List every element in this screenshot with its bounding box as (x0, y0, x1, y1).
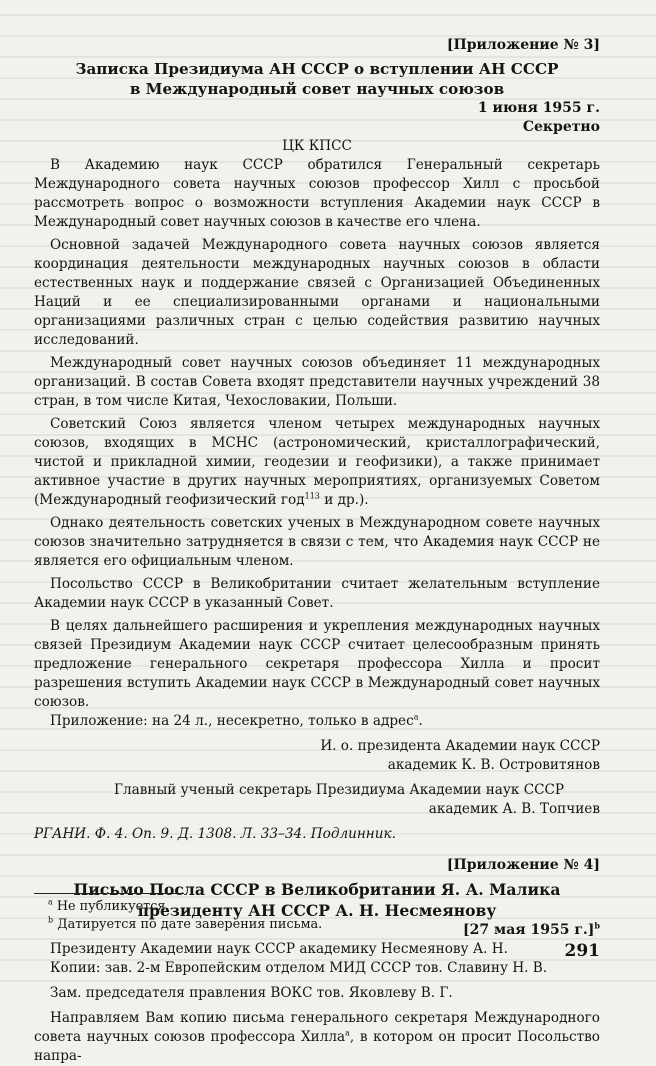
doc1-paragraph-2: Основной задачей Международного совета научных союзов является координация деятельности международных научных союзов в области естественных наук и поддержание связей с Организацией Объединенных Наций и ее специализированными органами и национальными организациями различных стран с целью содействия развитию научных исследований. (34, 237, 600, 348)
archive-source: РГАНИ. Ф. 4. Оп. 9. Д. 1308. Л. 33–34. Подлинник. (34, 826, 396, 842)
doc2-copies: Копии: зав. 2-м Европейским отделом МИД СССР тов. Славину Н. В. (50, 960, 548, 976)
signature-block-2 (34, 781, 600, 819)
doc1-title-line1: Записка Президиума АН СССР о вступлении АН СССР (75, 60, 559, 78)
doc1-paragraph-7: В целях дальнейшего расширения и укрепления международных научных связей Президиум Академии наук СССР считает целесообразным принять предложение генерального секретаря профессора Хилла и просит разрешения вступить Академии наук СССР в Международный совет научных союзов. (34, 618, 600, 710)
appendix-4-label: [Приложение № 4] (446, 857, 600, 873)
signer-2-name: академик А. В. Топчиев (428, 801, 600, 817)
page-number: 291 (564, 941, 600, 961)
signature-block-1 (34, 737, 600, 775)
signer-1-role: И. о. президента Академии наук СССР (320, 738, 600, 754)
doc1-addressee: ЦК КПСС (282, 138, 352, 154)
footnote-ref-a-2: a (345, 1028, 350, 1038)
doc1-paragraph-5: Однако деятельность советских ученых в Международном совете научных союзов значительно затрудняется в связи с тем, что Академия наук СССР не является его официальным членом. (34, 515, 600, 569)
footnote-ref-b: b (594, 920, 600, 931)
doc2-title-line2: президенту АН СССР А. Н. Несмеянову (137, 901, 497, 920)
doc1-paragraph-6: Посольство СССР в Великобритании считает желательным вступление Академии наук СССР в указанный Совет. (34, 576, 600, 611)
doc1-attachment-note: Приложение: на 24 л., несекретно, только в адрес$^a$. (50, 712, 423, 729)
footnote-ref-a: a (413, 712, 419, 722)
doc2-paragraph-1: Направляем Вам копию письма генерального секретаря Международного совета научных союзов профессора Хилла$^a$, в котором он просит Посольство напра- (34, 1010, 600, 1064)
doc1-classification: Секретно (522, 119, 600, 135)
doc2-addressee: Президенту Академии наук СССР академику Несмеянову А. Н. (50, 941, 508, 957)
footnote-divider (34, 893, 184, 894)
doc2-copies-2: Зам. председателя правления ВОКС тов. Яковлеву В. Г. (50, 985, 453, 1001)
doc1-date: 1 июня 1955 г. (477, 100, 600, 116)
doc1-paragraph-1: В Академию наук СССР обратился Генеральный секретарь Международного совета научных союзов профессор Хилл с просьбой рассмотреть вопрос о возможности вступления Академии наук СССР в Международный совет научных союзов в качестве его члена. (34, 157, 600, 230)
signer-2-role: Главный ученый секретарь Президиума Академии наук СССР (114, 782, 565, 798)
footnote-b: $^b$ Датируется по дате заверения письма. (48, 915, 323, 932)
doc2-date: [27 мая 1955 г.]$^b$ (463, 920, 600, 938)
footnotes (48, 898, 322, 934)
appendix-3-label: [Приложение № 3] (446, 37, 600, 53)
footnote-a: $^a$ Не публикуется. (48, 897, 170, 914)
signer-1-name: академик К. В. Островитянов (387, 757, 600, 773)
doc2-title-line1: Письмо Посла СССР в Великобритании Я. А. Малика (73, 880, 561, 899)
doc1-title-line2: в Международный совет научных союзов (129, 80, 505, 98)
doc1-paragraph-4: Советский Союз является членом четырех международных научных союзов, входящих в МСНС (астрономический, кристаллографический, чистой и прикладной химии, геодезии и геофизики), а также принимает активное участие в других научных мероприятиях, организуемых Советом (Международный геофизический год$^{113}$ и др.). (34, 416, 600, 508)
doc1-paragraph-3: Международный совет научных союзов объединяет 11 международных организаций. В состав Совета входят представители научных учреждений 38 стран, в том числе Китая, Чехословакии, Польши. (34, 355, 600, 409)
footnote-ref-113: 113 (304, 491, 320, 501)
doc1-title (34, 59, 600, 99)
